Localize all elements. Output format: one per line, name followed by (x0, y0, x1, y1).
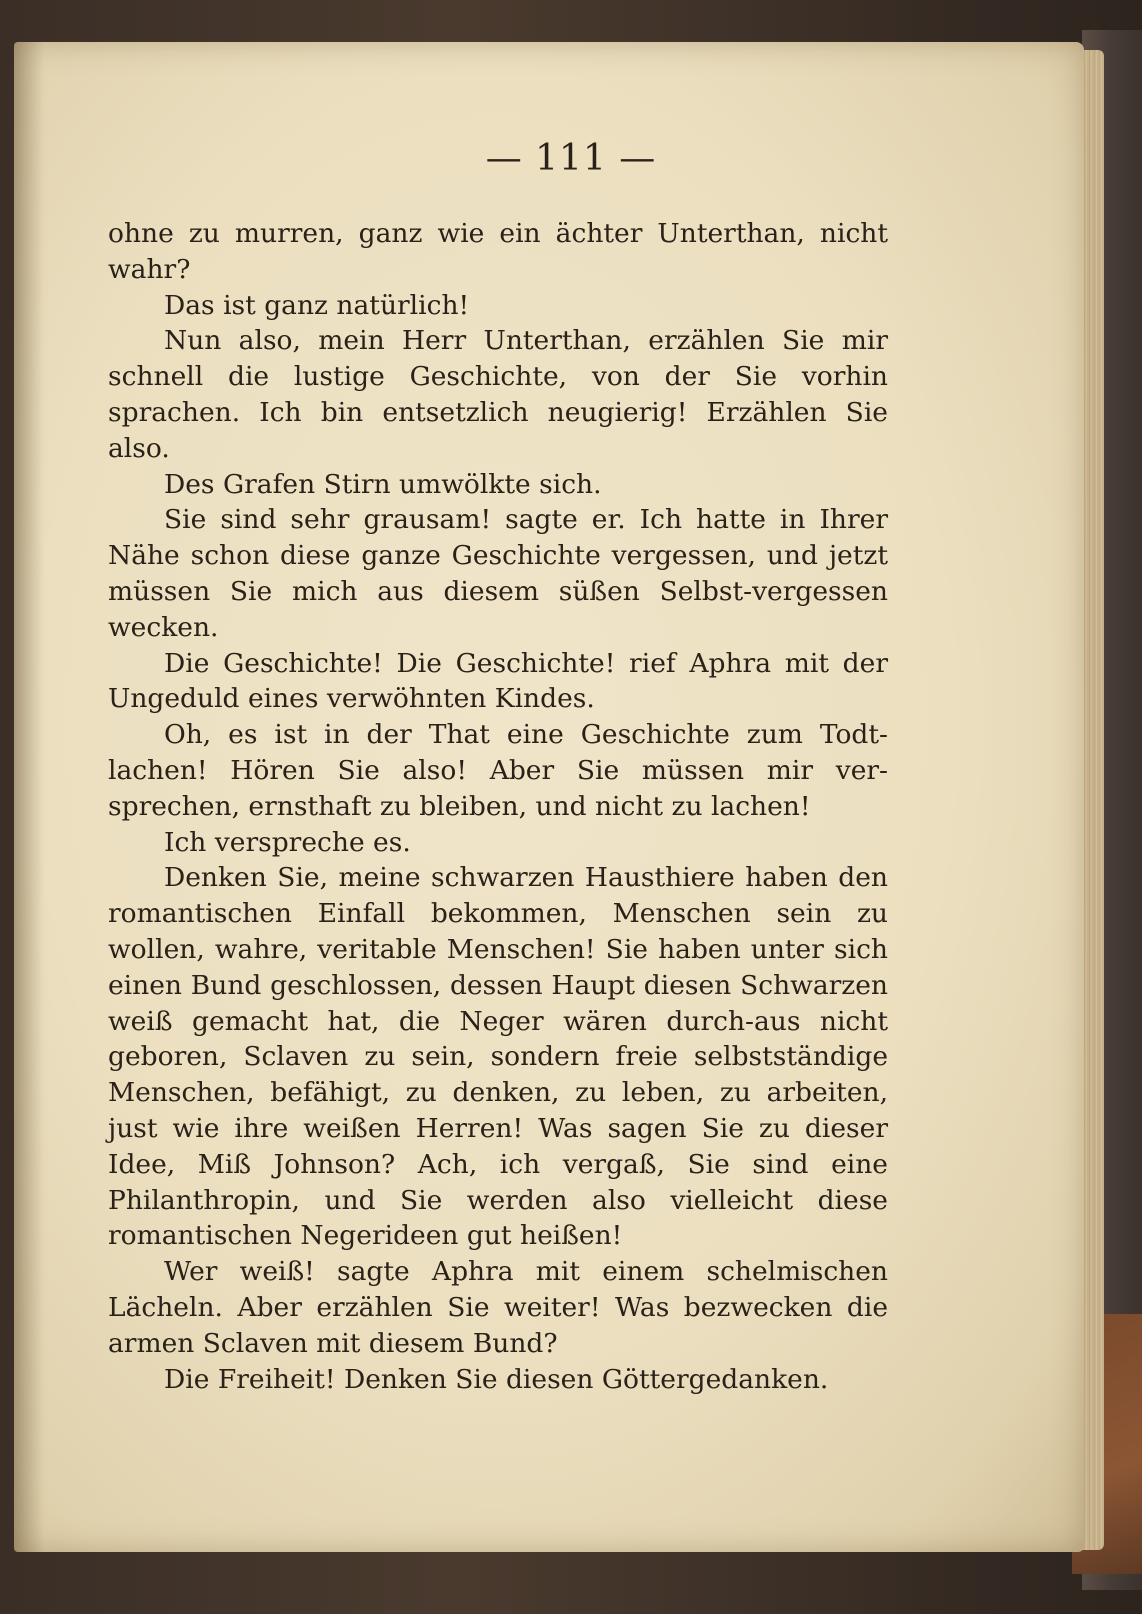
paragraph: Die Freiheit! Denken Sie diesen Göttergedanken. (164, 1363, 829, 1395)
paragraph: Des Grafen Stirn umwölkte sich. (164, 468, 602, 500)
body-text (108, 216, 888, 1397)
paragraph: Ich verspreche es. (164, 826, 411, 858)
paragraph: Wer weiß! sagte Aphra mit einem schelmischen Lächeln. Aber erzählen Sie weiter! Was bezwecken die armen Sclaven mit diesem Bund? (108, 1256, 888, 1359)
paragraph: Denken Sie, meine schwarzen Hausthiere haben den romantischen Einfall bekommen, Menschen sein zu wollen, wahre, veritable Menschen! Sie haben unter sich einen Bund geschlossen, dessen Haupt diesen Schwarzen weiß gemacht hat, die Neger wären durch-aus nicht geboren, Sclaven zu sein, sondern freie selbstständige Menschen, befähigt, zu denken, zu leben, zu arbeiten, just wie ihre weißen Herren! Was sagen Sie zu dieser Idee, Miß Johnson? Ach, ich vergaß, Sie sind eine Philanthropin, und Sie werden also vielleicht diese romantischen Negerideen gut heißen! (108, 862, 888, 1252)
paragraph: Sie sind sehr grausam! sagte er. Ich hatte in Ihrer Nähe schon diese ganze Geschichte vergessen, und jetzt müssen Sie mich aus diesem süßen Selbst-vergessen wecken. (108, 504, 888, 643)
paragraph: ohne zu murren, ganz wie ein ächter Unterthan, nicht wahr? (108, 218, 888, 285)
paragraph: Nun also, mein Herr Unterthan, erzählen Sie mir schnell die lustige Geschichte, von der Sie vorhin sprachen. Ich bin entsetzlich neugierig! Erzählen Sie also. (108, 325, 888, 464)
paragraph: Oh, es ist in der That eine Geschichte zum Todt-lachen! Hören Sie also! Aber Sie müssen mir ver-sprechen, ernsthaft zu bleiben, und nicht zu lachen! (108, 719, 888, 822)
page-gutter (14, 42, 44, 1552)
paragraph: Die Geschichte! Die Geschichte! rief Aphra mit der Ungeduld eines verwöhnten Kindes. (108, 647, 888, 715)
page-number: — 111 — (485, 138, 657, 179)
paragraph: Das ist ganz natürlich! (164, 289, 470, 321)
